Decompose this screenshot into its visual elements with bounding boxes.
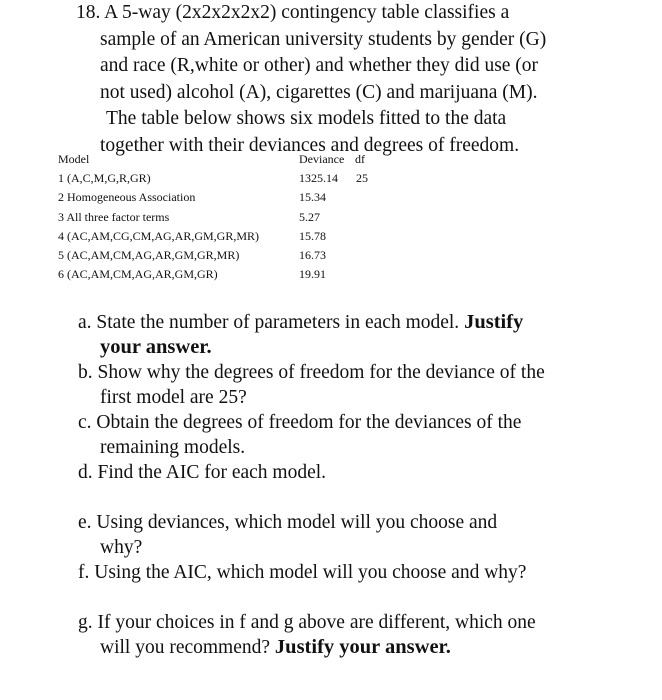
question-text: remaining models. bbox=[100, 437, 246, 458]
model-name: 1 (A,C,M,G,R,GR) bbox=[58, 171, 151, 186]
model-name: 2 Homogeneous Association bbox=[58, 190, 196, 205]
question-text: f. Using the AIC, which model will you choose and why? bbox=[78, 562, 527, 583]
emphasis-text: Justify your answer. bbox=[274, 636, 451, 658]
header-deviance: Deviance bbox=[299, 152, 345, 166]
table-header-row bbox=[58, 150, 388, 169]
question-text: b. Show why the degrees of freedom for the deviance of the bbox=[78, 362, 545, 383]
model-name: 3 All three factor terms bbox=[58, 209, 170, 224]
model-df: 25 bbox=[356, 171, 368, 186]
table-row bbox=[58, 169, 388, 188]
question-g bbox=[78, 610, 658, 660]
question-text: will you recommend? bbox=[100, 637, 271, 658]
question-text: a. State the number of parameters in each model. bbox=[78, 312, 460, 333]
table-row bbox=[58, 208, 388, 227]
model-deviance: 5.27 bbox=[299, 209, 320, 224]
question-a bbox=[78, 310, 658, 360]
question-text: g. If your choices in f and g above are different, which one bbox=[78, 612, 536, 633]
model-deviance: 15.78 bbox=[299, 228, 326, 243]
problem-statement bbox=[76, 0, 656, 159]
model-name: 5 (AC,AM,CM,AG,AR,GM,GR,MR) bbox=[58, 247, 240, 262]
question-d bbox=[78, 460, 658, 485]
model-name: 4 (AC,AM,CG,CM,AG,AR,GM,GR,MR) bbox=[58, 228, 260, 243]
table-row bbox=[58, 227, 388, 246]
model-deviance: 1325.14 bbox=[299, 171, 338, 186]
question-text: c. Obtain the degrees of freedom for the deviances of the bbox=[78, 412, 522, 433]
question-b bbox=[78, 360, 658, 410]
question-text: why? bbox=[100, 537, 143, 558]
problem-line: sample of an American university students by gender (G) bbox=[100, 28, 547, 50]
emphasis-text: your answer. bbox=[100, 336, 212, 358]
table-row bbox=[58, 188, 388, 207]
problem-line: The table below shows six models fitted to the data bbox=[106, 108, 507, 129]
header-model: Model bbox=[58, 152, 90, 166]
problem-line: and race (R,white or other) and whether they did use (or bbox=[100, 55, 539, 76]
table-row bbox=[58, 265, 388, 284]
model-name: 6 (AC,AM,CM,AG,AR,GM,GR) bbox=[58, 267, 218, 282]
models-table bbox=[58, 150, 388, 284]
question-text: d. Find the AIC for each model. bbox=[78, 462, 327, 483]
model-deviance: 15.34 bbox=[299, 190, 326, 205]
question-c bbox=[78, 410, 658, 460]
question-text: e. Using deviances, which model will you choose and bbox=[78, 512, 498, 533]
model-deviance: 16.73 bbox=[299, 247, 326, 262]
problem-line: not used) alcohol (A), cigarettes (C) and marijuana (M). bbox=[100, 81, 538, 103]
table-row bbox=[58, 246, 388, 265]
header-df: df bbox=[355, 152, 365, 166]
question-e bbox=[78, 510, 658, 560]
model-deviance: 19.91 bbox=[299, 267, 326, 282]
problem-line: 18. A 5-way (2x2x2x2x2) contingency table classifies a bbox=[76, 2, 510, 23]
emphasis-text: Justify bbox=[464, 311, 524, 333]
question-f bbox=[78, 560, 658, 585]
problem-line: together with their deviances and degrees of freedom. bbox=[100, 134, 520, 156]
question-list bbox=[78, 310, 658, 660]
question-text: first model are 25? bbox=[100, 387, 247, 408]
